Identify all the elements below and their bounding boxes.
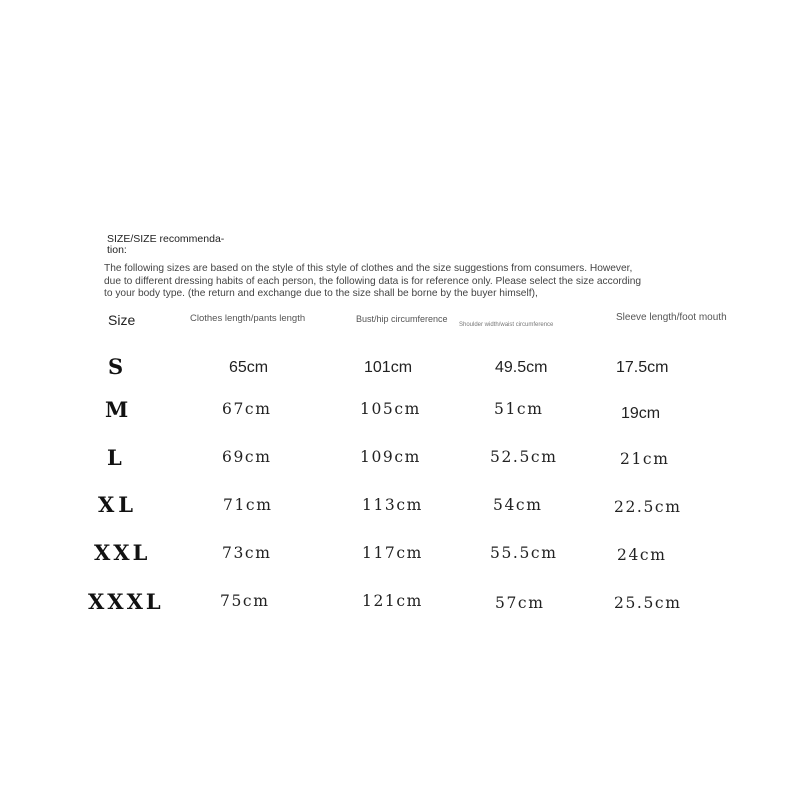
size-label: XXXL (88, 589, 164, 614)
intro-line: The following sizes are based on the style of this style of clothes and the size suggestions from consumers. However, (104, 263, 633, 274)
header-bust: Bust/hip circumference (356, 314, 448, 324)
size-label: M (105, 397, 131, 422)
bust-value: 109cm (360, 448, 421, 466)
shoulder-value: 57cm (495, 594, 545, 612)
size-label: L (107, 445, 124, 470)
length-value: 75cm (220, 592, 270, 610)
sleeve-value: 25.5cm (614, 594, 682, 612)
sleeve-value: 24cm (617, 546, 667, 564)
sleeve-value: 19cm (621, 405, 661, 422)
size-intro-text (104, 263, 641, 301)
shoulder-value: 55.5cm (490, 544, 558, 562)
bust-value: 121cm (362, 592, 423, 610)
length-value: 73cm (222, 544, 272, 562)
bust-value: 117cm (362, 544, 423, 562)
length-value: 71cm (223, 496, 273, 514)
length-value: 69cm (222, 448, 272, 466)
length-value: 65cm (229, 359, 269, 376)
shoulder-value: 52.5cm (490, 448, 558, 466)
shoulder-value: 54cm (493, 496, 543, 514)
sleeve-value: 17.5cm (616, 359, 669, 376)
intro-line: due to different dressing habits of each person, the following data is for reference only. Please select the size according (104, 275, 642, 287)
shoulder-value: 49.5cm (495, 359, 548, 376)
intro-line: to your body type. (the return and exchange due to the size shall be borne by the buyer himself), (104, 288, 538, 299)
length-value: 67cm (222, 400, 272, 418)
header-sleeve: Sleeve length/foot mouth (616, 312, 727, 323)
shoulder-value: 51cm (494, 400, 544, 418)
size-label: XXL (94, 540, 151, 565)
sleeve-value: 21cm (620, 450, 670, 468)
sleeve-value: 22.5cm (614, 498, 682, 516)
bust-value: 105cm (360, 400, 421, 418)
size-label: XL (98, 492, 138, 517)
header-length: Clothes length/pants length (190, 313, 306, 324)
size-recommendation-title: SIZE/SIZE recommenda- tion: (107, 233, 225, 256)
bust-value: 101cm (364, 359, 413, 376)
header-size: Size (108, 312, 136, 328)
size-label: S (108, 354, 126, 379)
header-shoulder: Shoulder width/waist circumference (459, 322, 554, 328)
bust-value: 113cm (362, 496, 423, 514)
